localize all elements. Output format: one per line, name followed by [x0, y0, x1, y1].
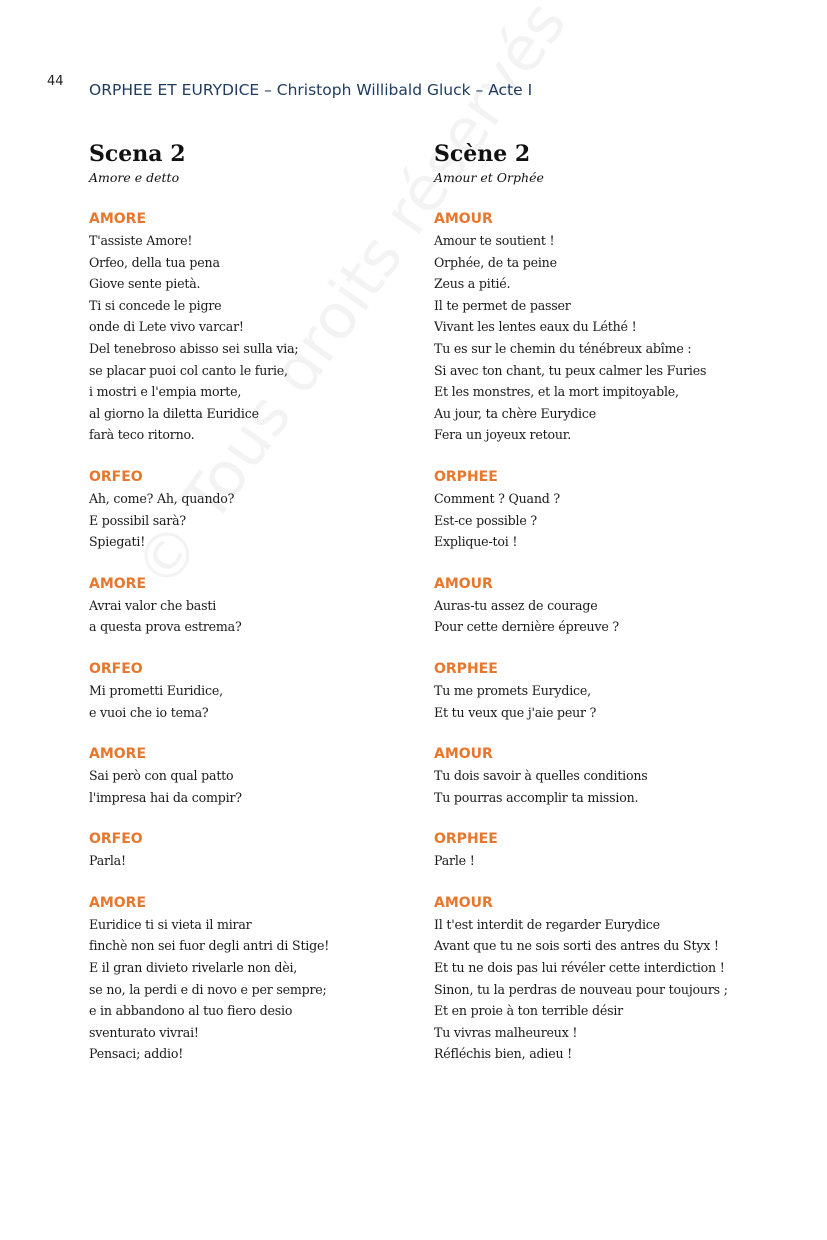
scene-subtitle-italian: Amore e detto [89, 170, 180, 185]
verse-line: Spiegati! [89, 534, 146, 550]
dialogue-block [89, 466, 449, 553]
verse-line: Et tu veux que j'aie peur ? [434, 704, 597, 720]
speaker-name: ORFEO [89, 831, 143, 848]
dialogue-block [89, 743, 449, 808]
verse-line: e in abbandono al tuo fiero desio [89, 1003, 293, 1019]
verse-line: Pensaci; addio! [89, 1046, 184, 1062]
verse-line: Amour te soutient ! [434, 233, 555, 248]
verse-line: Auras-tu assez de courage [434, 597, 598, 613]
scene-title-french: Scène 2 [434, 141, 531, 167]
french-dialogue [434, 208, 794, 1065]
verse-line: E il gran divieto rivelarle non dèi, [89, 960, 298, 976]
speaker-name: AMOUR [434, 746, 493, 763]
verse-line: se placar puoi col canto le furie, [89, 362, 288, 378]
verse-line: Orphée, de ta peine [434, 254, 557, 270]
verse-line: i mostri e l'empia morte, [89, 384, 242, 400]
verse-line: Tu pourras accomplir ta mission. [434, 789, 639, 805]
verse-line: Il te permet de passer [434, 297, 571, 313]
verse-line: Avant que tu ne sois sorti des antres du Styx ! [434, 938, 719, 954]
verse-line: se no, la perdi e di novo e per sempre; [89, 981, 327, 997]
verse-line: E possibil sarà? [89, 512, 186, 528]
verse-line: Orfeo, della tua pena [89, 254, 220, 270]
speaker-name: AMOUR [434, 894, 493, 911]
verse-line: Et les monstres, et la mort impitoyable, [434, 384, 679, 400]
verse-line: Est-ce possible ? [434, 512, 537, 528]
verse-line: sventurato vivrai! [89, 1024, 199, 1040]
dialogue-block [89, 658, 449, 723]
verse-line: Parle ! [434, 853, 475, 869]
verse-line: T'assiste Amore! [89, 233, 193, 248]
french-column [434, 141, 794, 1065]
verse-line: Parla! [89, 853, 126, 869]
speaker-name: AMORE [89, 894, 147, 911]
scene-subtitle-french: Amour et Orphée [434, 170, 544, 185]
verse-line: Del tenebroso abisso sei sulla via; [89, 340, 299, 356]
speaker-name: AMORE [89, 211, 147, 227]
verse-line: Tu es sur le chemin du ténébreux abîme : [434, 340, 692, 356]
dialogue-block [434, 658, 794, 723]
speaker-name: AMORE [89, 746, 147, 763]
verse-line: Sai però con qual patto [89, 768, 234, 784]
verse-line: Mi prometti Euridice, [89, 682, 223, 698]
dialogue-block [89, 828, 449, 872]
verse-line: onde di Lete vivo varcar! [89, 319, 244, 335]
italian-column [89, 141, 449, 1065]
speaker-name: AMOUR [434, 211, 493, 227]
dialogue-block [434, 828, 794, 872]
verse-line: farà teco ritorno. [89, 427, 195, 443]
speaker-name: AMORE [89, 575, 147, 592]
verse-line: Et en proie à ton terrible désir [434, 1003, 623, 1019]
dialogue-block [434, 573, 794, 638]
verse-line: Ti si concede le pigre [89, 297, 222, 313]
dialogue-block [89, 892, 449, 1065]
scene-title-italian: Scena 2 [89, 141, 186, 167]
verse-line: Tu dois savoir à quelles conditions [434, 768, 648, 784]
speaker-name: ORFEO [89, 660, 143, 677]
verse-line: Il t'est interdit de regarder Eurydice [434, 916, 660, 932]
verse-line: Et tu ne dois pas lui révéler cette interdiction ! [434, 960, 725, 976]
italian-dialogue [89, 208, 449, 1065]
dialogue-block [89, 573, 449, 638]
verse-line: Réfléchis bien, adieu ! [434, 1046, 573, 1062]
dialogue-block [434, 892, 794, 1065]
verse-line: Comment ? Quand ? [434, 490, 560, 506]
dialogue-block [434, 466, 794, 553]
verse-line: Fera un joyeux retour. [434, 427, 571, 443]
verse-line: Ah, come? Ah, quando? [89, 490, 235, 506]
verse-line: a questa prova estrema? [89, 619, 242, 635]
verse-line: l'impresa hai da compir? [89, 789, 242, 805]
verse-line: Euridice ti si vieta il mirar [89, 916, 252, 932]
running-head: ORPHEE ET EURYDICE – Christoph Willibald Gluck – Acte I [89, 81, 533, 99]
verse-line: Tu vivras malheureux ! [434, 1024, 578, 1040]
verse-line: Tu me promets Eurydice, [434, 682, 591, 698]
dialogue-block [89, 208, 449, 446]
speaker-name: AMOUR [434, 575, 493, 592]
verse-line: Giove sente pietà. [89, 276, 201, 292]
speaker-name: ORPHEE [434, 660, 498, 677]
page-number: 44 [47, 74, 64, 89]
speaker-name: ORPHEE [434, 468, 498, 485]
verse-line: Vivant les lentes eaux du Léthé ! [434, 319, 637, 335]
verse-line: e vuoi che io tema? [89, 704, 209, 720]
verse-line: finchè non sei fuor degli antri di Stige! [89, 938, 330, 954]
verse-line: Sinon, tu la perdras de nouveau pour toujours ; [434, 981, 728, 997]
speaker-name: ORFEO [89, 468, 143, 485]
verse-line: al giorno la diletta Euridice [89, 405, 259, 421]
verse-line: Au jour, ta chère Eurydice [434, 405, 596, 421]
speaker-name: ORPHEE [434, 831, 498, 848]
verse-line: Pour cette dernière épreuve ? [434, 619, 619, 635]
verse-line: Explique-toi ! [434, 534, 518, 550]
dialogue-block [434, 743, 794, 808]
verse-line: Si avec ton chant, tu peux calmer les Furies [434, 362, 707, 378]
verse-line: Avrai valor che basti [89, 597, 217, 613]
verse-line: Zeus a pitié. [434, 276, 511, 292]
dialogue-block [434, 208, 794, 446]
